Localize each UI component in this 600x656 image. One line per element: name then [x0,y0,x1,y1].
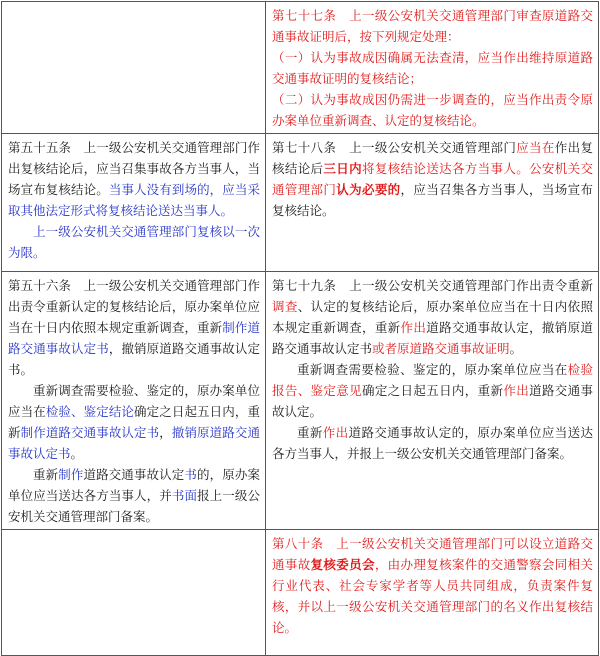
table-row [2,530,599,656]
text-run: 第七十八条 上一级公安机关交通管理部门 [272,140,517,155]
text-run: 作出 [322,425,349,440]
new-article-cell [266,530,599,656]
text-run: ，撤销原道路交通事故认定书。 [8,341,260,377]
paragraph [272,533,593,638]
text-run: 重新调查需要检验、鉴定的，原办案单位应当在 [297,362,568,377]
old-article-cell [2,134,266,272]
text-run: ，应当召集各方当事人，当场宣布复核结论。 [272,182,593,218]
text-run: 确定之日起五日内，重新 [361,383,504,398]
text-run: 第七十七条 上一级公安机关交通管理部门审查原道路交通事故证明后，按下列规定处理： [272,8,593,44]
text-run: 、认定的复核结论后，原办案单位应当在十日内依照本规定重新调查，重新 [272,299,593,335]
text-run: 应当在 [516,140,555,155]
text-run: 制作 [58,467,84,482]
table-row [2,272,599,530]
text-run: 作出复核结论后 [272,140,593,176]
text-run: 作出 [400,320,427,335]
text-run: 复核委员会 [310,557,375,572]
text-run: 第五十五条 上一级公安机关交通管理部门作出复核结论后，应当召集事故各方当事人，当场宣布复核结论。 [8,140,260,197]
old-article-cell [2,530,266,656]
paragraph [272,137,593,221]
paragraph [272,359,593,422]
text-run: 报上一级公安机关交通管理部门备案。 [8,488,260,524]
text-run: 书 [184,467,197,482]
text-run: 道路交通事故认定 [83,467,185,482]
text-run: 重新 [33,467,59,482]
table-row [2,2,599,134]
comparison-table [1,1,599,656]
text-run: 上一级公安机关交通管理部门复核以一次为限。 [8,224,260,260]
old-article-cell [2,272,266,530]
text-run: 书面 [171,488,198,503]
text-run: 第七十九条 上一级公安机关交通管理部门作出责令重新 [272,278,593,293]
text-run: 作出 [503,383,530,398]
paragraph [272,89,593,131]
table-row [2,134,599,272]
text-run: 撤销原道路交通事故认定书 [8,425,260,461]
text-run: 的，原办案单位应当送达各方当事人，并 [8,467,260,503]
paragraph [8,221,260,263]
paragraph [272,47,593,89]
text-run: 当事人没有到场的，应当采取其他法定形式将复核结论送达当事人。 [8,182,260,218]
text-run: 认为必要的 [336,182,401,197]
paragraph [272,5,593,47]
text-run: 制作道路交通事故认定书 [8,320,260,356]
text-run: 调查 [272,299,298,314]
text-run: 重新 [297,425,323,440]
text-run: 道路交通事故认定。 [272,383,593,419]
paragraph [8,137,260,221]
text-run: 检验、鉴定结论 [45,404,135,419]
text-run: 道路交通事故认定的，原办案单位应当送达各方当事人，并报上一级公安机关交通管理部门备案。 [272,425,593,461]
text-run: （二）认为事故成因仍需进一步调查的，应当作出责令原办案单位重新调查、认定的复核结论。 [272,92,593,128]
new-article-cell [266,272,599,530]
paragraph [8,380,260,464]
text-run: 。 [70,446,84,461]
new-article-cell [266,2,599,134]
text-run: 第八十条 上一级公安机关交通管理部门可以设立道路交通事故 [272,536,593,572]
text-run: 三日内 [323,161,362,176]
text-run: 将复核结论送达各方当事人。公安机关交通管理部门 [272,161,593,197]
text-run: （一）认为事故成因确属无法查清，应当作出维持原道路交通事故证明的复核结论； [272,50,593,86]
text-run: 或者原道路交通事故证明 [372,341,510,356]
paragraph [8,275,260,380]
text-run: 道路交通事故认定，撤销原道路交通事故认定书 [272,320,593,356]
text-run: ， [159,425,172,440]
text-run: 重新调查需要检验、鉴定的，原办案单位应当在 [8,383,260,419]
paragraph [272,275,593,359]
text-run: 制作道路交通事故认定书 [20,425,160,440]
text-run: 第五十六条 上一级公安机关交通管理部门作出责令重新认定的复核结论后，原办案单位应当在十日内依照本规定重新调查，重新 [8,278,260,335]
text-run: 检验报告、鉴定意见 [272,362,593,398]
text-run: 。 [509,341,523,356]
text-run: 确定之日起五日内，重新 [8,404,260,440]
new-article-cell [266,134,599,272]
old-article-cell [2,2,266,134]
text-run: ，由办理复核案件的交通警察会同相关行业代表、社会专家学者等人员共同组成，负责案件复核，并以上一级公安机关交通管理部门的名义作出复核结论。 [272,557,593,635]
paragraph [8,464,260,527]
paragraph [272,422,593,464]
